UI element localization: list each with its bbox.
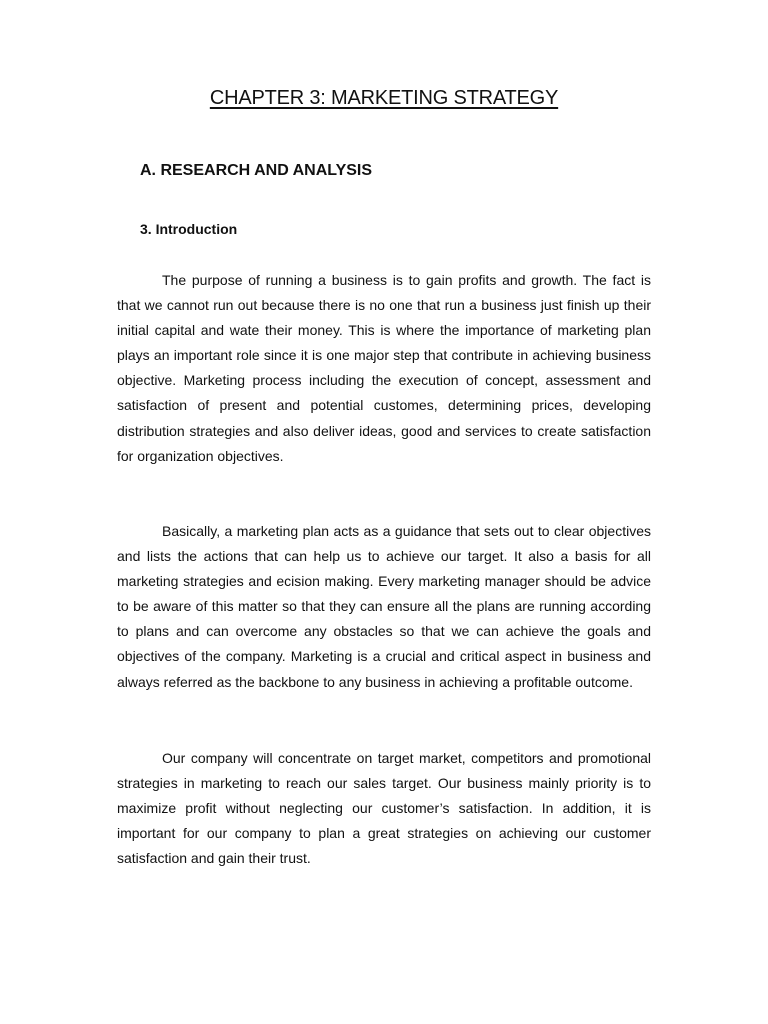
sub-heading: 3. Introduction — [140, 221, 238, 237]
paragraph: Our company will concentrate on target market, competitors and promotional strategies in marketing to reach our sales target. Our business mainly priority is to maximize profit without neglecting our customer’s satisfaction. In addition, it is important for our company to plan a great strategies on achieving our customer satisfaction and gain their trust. — [117, 750, 651, 867]
chapter-title: CHAPTER 3: MARKETING STRATEGY — [209, 87, 559, 109]
paragraph: The purpose of running a business is to gain profits and growth. The fact is that we cannot run out because there is no one that run a business just finish up their initial capital and wate their money. This is where the importance of marketing plan plays an important role since it is one major step that contribute in achieving business objective. Marketing process including the execution of concept, assessment and satisfaction of present and potential customes, determining prices, developing distribution strategies and also deliver ideas, good and services to create satisfaction for organization objectives. — [117, 272, 651, 464]
paragraph: Basically, a marketing plan acts as a guidance that sets out to clear objectives and lists the actions that can help us to achieve our target. It also a basis for all marketing strategies and ecision making. Every marketing manager should be advice to be aware of this matter so that they can ensure all the plans are running according to plans and can overcome any obstacles so that we can achieve the goals and objectives of the company. Marketing is a crucial and critical aspect in business and always referred as the backbone to any business in achieving a profitable outcome. — [117, 523, 651, 690]
section-heading: A. RESEARCH AND ANALYSIS — [140, 162, 373, 179]
